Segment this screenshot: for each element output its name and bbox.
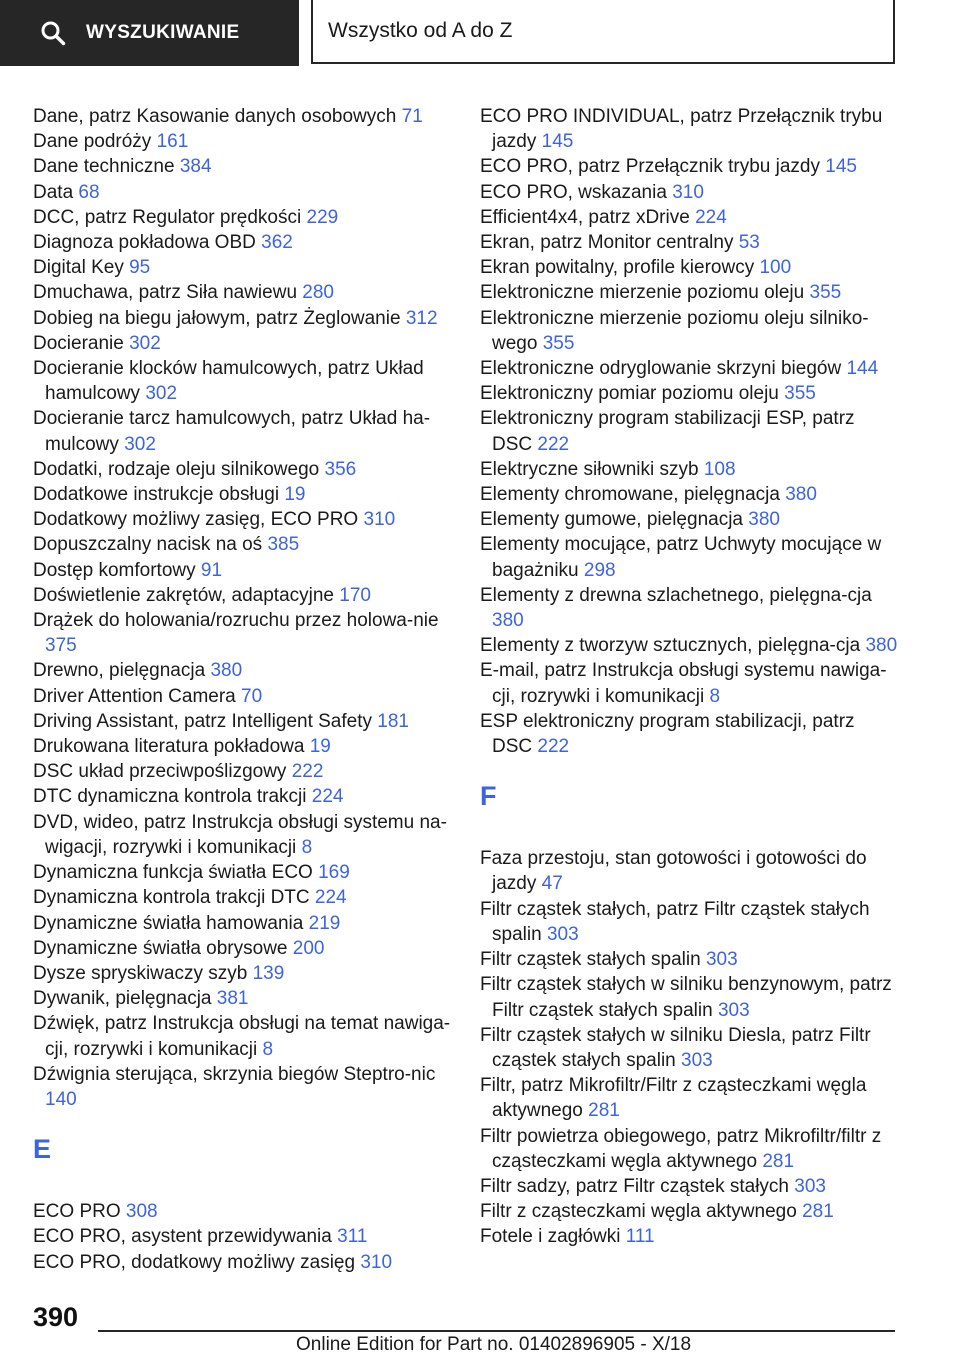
index-entry [33, 280, 451, 305]
page-link[interactable]: 181 [377, 710, 409, 732]
page-link[interactable]: 303 [794, 1175, 826, 1197]
index-entry [33, 860, 451, 885]
entry-text: Dostęp komfortowy [33, 559, 196, 581]
entry-text: Data [33, 181, 74, 203]
page-link[interactable]: 8 [709, 685, 721, 707]
index-entry [33, 306, 451, 331]
index-entry [480, 356, 898, 381]
entry-text: DVD, wideo, patrz Instrukcja obsługi systemu na-wigacji, rozrywki i komunikacji [33, 811, 447, 858]
page-link[interactable]: 310 [360, 1251, 393, 1273]
entry-text: ESP elektroniczny program stabilizacji, patrz DSC [480, 710, 855, 758]
index-entry [480, 205, 898, 230]
index-list-left [33, 104, 451, 1112]
entry-text: Filtr z cząsteczkami węgla aktywnego [480, 1201, 797, 1223]
index-entry [480, 583, 898, 633]
index-entry [33, 230, 451, 255]
index-entry [480, 180, 898, 205]
index-entry [480, 457, 898, 482]
page-link[interactable]: 355 [784, 383, 816, 405]
index-entry [33, 180, 451, 205]
page-link[interactable]: 161 [156, 131, 189, 153]
index-entry [33, 658, 451, 683]
page-link[interactable]: 145 [825, 156, 857, 178]
page-link[interactable]: 303 [546, 923, 579, 945]
page-link[interactable]: 70 [241, 685, 263, 707]
page-link[interactable]: 380 [785, 484, 817, 506]
entry-text: Diagnoza pokładowa OBD [33, 232, 256, 254]
entry-text: E-mail, patrz Instrukcja obsługi systemu nawiga-cji, rozrywki i komunikacji [480, 660, 887, 707]
entry-text: Filtr powietrza obiegowego, patrz Mikrofiltr/filtr z cząsteczkami węgla aktywnego [480, 1125, 882, 1172]
entry-text: Elementy gumowe, pielęgnacja [480, 509, 743, 531]
index-entry [33, 558, 451, 583]
entry-text: Elementy mocujące, patrz Uchwyty mocujące w bagażniku [480, 534, 882, 581]
page-link[interactable]: 308 [125, 1201, 158, 1223]
entry-text: Faza przestoju, stan gotowości i gotowości do jazdy [480, 848, 867, 895]
entry-text: Dodatkowe instrukcje obsługi [33, 484, 280, 506]
index-entry [33, 532, 451, 557]
page-link[interactable]: 95 [129, 257, 151, 279]
index-entry [33, 911, 451, 936]
index-entry [33, 709, 451, 734]
entry-text: Elementy chromowane, pielęgnacja [480, 484, 780, 506]
entry-text: Elektroniczny program stabilizacji ESP, patrz DSC [480, 408, 855, 455]
page-link[interactable]: 355 [809, 282, 842, 304]
entry-text: Dane, patrz Kasowanie danych osobowych [33, 106, 397, 127]
index-entry [480, 482, 898, 507]
index-entry [33, 482, 451, 507]
index-entry [33, 986, 451, 1011]
top-bar [0, 0, 960, 66]
page-link[interactable]: 280 [302, 282, 334, 304]
index-entry [480, 633, 898, 658]
entry-text: Drukowana literatura pokładowa [33, 736, 305, 758]
page-link[interactable]: 303 [681, 1049, 713, 1071]
search-label: WYSZUKIWANIE [86, 22, 240, 43]
entry-text: Driving Assistant, patrz Intelligent Safety [33, 710, 372, 732]
index-entry [480, 154, 898, 179]
index-entry [33, 104, 451, 129]
entry-text: ECO PRO, patrz Przełącznik trybu jazdy [480, 156, 820, 178]
entry-text: ECO PRO [33, 1201, 121, 1223]
page-link[interactable]: 8 [262, 1038, 274, 1060]
page-link[interactable]: 355 [542, 332, 575, 354]
page-link[interactable]: 219 [308, 912, 341, 934]
index-entry [480, 104, 898, 154]
page-link[interactable]: 169 [318, 862, 350, 884]
entry-text: Drewno, pielęgnacja [33, 660, 206, 682]
entry-text: Drążek do holowania/rozruchu przez holowa-nie [33, 610, 439, 632]
footer-divider [98, 1330, 895, 1332]
section-title: Wszystko od A do Z [328, 19, 513, 42]
entry-text: ECO PRO INDIVIDUAL, patrz Przełącznik trybu jazdy [480, 106, 883, 153]
index-entry [480, 658, 898, 708]
page-link[interactable]: 53 [738, 232, 760, 254]
index-entry [33, 507, 451, 532]
entry-text: ECO PRO, wskazania [480, 181, 667, 203]
index-column-left [33, 104, 451, 1275]
page-link[interactable]: 302 [124, 433, 156, 455]
page-link[interactable]: 385 [267, 534, 300, 556]
index-entry [33, 331, 451, 356]
index-list-f [480, 846, 898, 1249]
index-list-right [480, 104, 898, 759]
page-link[interactable]: 200 [292, 937, 325, 959]
entry-text: Elektryczne siłowniki szyb [480, 458, 699, 480]
entry-text: Dane podróży [33, 131, 152, 153]
index-entry [480, 306, 898, 356]
entry-text: Dodatkowy możliwy zasięg, ECO PRO [33, 509, 359, 531]
index-entry [480, 1073, 898, 1123]
entry-text: Filtr, patrz Mikrofiltr/Filtr z cząsteczkami węgla aktywnego [480, 1075, 867, 1122]
page-link[interactable]: 302 [145, 383, 178, 405]
page-link[interactable]: 139 [252, 962, 285, 984]
page-link[interactable]: 111 [625, 1226, 655, 1248]
entry-text: Elektroniczny pomiar poziomu oleju [480, 383, 779, 405]
index-entry [480, 897, 898, 947]
entry-text: DCC, patrz Regulator prędkości [33, 206, 302, 228]
entry-text: Dodatki, rodzaje oleju silnikowego [33, 458, 320, 480]
index-column-right [480, 104, 898, 1250]
entry-text: Dynamiczne światła hamowania [33, 912, 304, 934]
entry-text: Dźwięk, patrz Instrukcja obsługi na temat nawiga-cji, rozrywki i komunikacji [33, 1013, 451, 1060]
page-link[interactable]: 356 [324, 458, 357, 480]
page-link[interactable]: 71 [401, 106, 423, 127]
entry-text: Elektroniczne odryglowanie skrzyni biegów [480, 358, 842, 380]
index-entry [480, 406, 898, 456]
index-entry [480, 255, 898, 280]
entry-text: Ekran powitalny, profile kierowcy [480, 257, 755, 279]
entry-text: Filtr cząstek stałych, patrz Filtr cząstek stałych spalin [480, 898, 870, 945]
entry-text: Digital Key [33, 257, 124, 279]
index-entry [33, 406, 451, 456]
entry-text: Docieranie klocków hamulcowych, patrz Układ hamulcowy [33, 358, 424, 405]
page-link[interactable]: 380 [865, 635, 898, 657]
index-entry [33, 784, 451, 809]
entry-text: Filtr sadzy, patrz Filtr cząstek stałych [480, 1175, 789, 1197]
page-link[interactable]: 224 [311, 786, 344, 808]
entry-text: Dynamiczna kontrola trakcji DTC [33, 887, 310, 909]
index-entry [33, 936, 451, 961]
entry-text: Driver Attention Camera [33, 685, 236, 707]
page-link[interactable]: 281 [802, 1201, 834, 1223]
entry-text: DTC dynamiczna kontrola trakcji [33, 786, 307, 808]
page-link[interactable]: 380 [210, 660, 243, 682]
index-entry [480, 947, 898, 972]
index-entry [480, 230, 898, 255]
search-button[interactable] [0, 0, 299, 66]
page-link[interactable]: 380 [748, 509, 780, 531]
page-link[interactable]: 310 [363, 509, 396, 531]
index-entry [480, 846, 898, 896]
page-link[interactable]: 380 [492, 610, 524, 632]
entry-text: Dywanik, pielęgnacja [33, 988, 212, 1010]
index-entry [33, 885, 451, 910]
page-link[interactable]: 140 [45, 1088, 77, 1110]
index-entry [480, 532, 898, 582]
entry-text: Dane techniczne [33, 156, 175, 178]
entry-text: Elementy z drewna szlachetnego, pielęgna-cja [480, 584, 872, 606]
entry-text: Fotele i zagłówki [480, 1226, 621, 1248]
index-entry [33, 961, 451, 986]
page-link[interactable]: 19 [309, 736, 331, 758]
page-link[interactable]: 302 [129, 332, 161, 354]
index-entry [480, 280, 898, 305]
page-link[interactable]: 303 [717, 999, 750, 1021]
index-entry [33, 154, 451, 179]
index-entry [33, 356, 451, 406]
index-entry [33, 255, 451, 280]
page-link[interactable]: 222 [537, 433, 570, 455]
page-link[interactable]: 281 [762, 1150, 795, 1172]
index-list-e [33, 1199, 451, 1275]
index-entry [33, 810, 451, 860]
index-entry [33, 457, 451, 482]
entry-text: Dopuszczalny nacisk na oś [33, 534, 263, 556]
entry-text: Elementy z tworzyw sztucznych, pielęgna-cja [480, 635, 861, 657]
index-entry [480, 381, 898, 406]
page-link[interactable]: 362 [261, 232, 293, 254]
entry-text: Dysze spryskiwaczy szyb [33, 962, 248, 984]
page-link[interactable]: 224 [695, 206, 727, 228]
entry-text: Doświetlenie zakrętów, adaptacyjne [33, 584, 335, 606]
entry-text: Filtr cząstek stałych spalin [480, 949, 701, 971]
page-link[interactable]: 229 [306, 206, 339, 228]
index-entry [480, 972, 898, 1022]
entry-text: Dynamiczne światła obrysowe [33, 937, 288, 959]
index-entry [33, 129, 451, 154]
index-entry [33, 759, 451, 784]
entry-text: Efficient4x4, patrz xDrive [480, 206, 690, 228]
page-link[interactable]: 375 [45, 635, 77, 657]
entry-text: Filtr cząstek stałych w silniku Diesla, patrz Filtr cząstek stałych spalin [480, 1024, 871, 1071]
page-link[interactable]: 170 [339, 584, 371, 606]
index-entry [33, 1224, 451, 1249]
index-entry [480, 1199, 898, 1224]
index-entry [33, 1062, 451, 1112]
entry-text: DSC układ przeciwpoślizgowy [33, 761, 287, 783]
entry-text: Dobieg na biegu jałowym, patrz Żeglowanie [33, 307, 401, 329]
entry-text: Dźwignia sterująca, skrzynia biegów Steptro-nic [33, 1063, 436, 1085]
page-link[interactable]: 310 [672, 181, 704, 203]
index-entry [33, 205, 451, 230]
section-letter-f: F [480, 781, 497, 812]
page-link[interactable]: 222 [537, 736, 570, 758]
entry-text: Elektroniczne mierzenie poziomu oleju [480, 282, 805, 304]
index-entry [480, 1124, 898, 1174]
index-entry [480, 1224, 898, 1249]
page-link[interactable]: 303 [705, 949, 738, 971]
page-link[interactable]: 311 [337, 1226, 368, 1248]
page-link[interactable]: 108 [703, 458, 736, 480]
entry-text: Dmuchawa, patrz Siła nawiewu [33, 282, 298, 304]
page-link[interactable]: 384 [179, 156, 212, 178]
index-entry [480, 507, 898, 532]
page-link[interactable]: 19 [284, 484, 306, 506]
footer-edition: Online Edition for Part no. 01402896905 - X/18 [296, 1334, 692, 1355]
page-link[interactable]: 312 [405, 307, 438, 329]
entry-text: Docieranie [33, 332, 124, 354]
index-entry [33, 583, 451, 608]
page-link[interactable]: 91 [200, 559, 223, 581]
index-entry [480, 1023, 898, 1073]
entry-text: ECO PRO, dodatkowy możliwy zasięg [33, 1251, 356, 1273]
page-link[interactable]: 224 [314, 887, 347, 909]
page-link[interactable]: 68 [78, 181, 100, 203]
entry-text: Elektroniczne mierzenie poziomu oleju silniko-wego [480, 307, 869, 354]
index-entry [480, 1174, 898, 1199]
entry-text: ECO PRO, asystent przewidywania [33, 1226, 332, 1248]
entry-text: Ekran, patrz Monitor centralny [480, 232, 734, 254]
section-title-box [311, 0, 895, 64]
index-entry [33, 1199, 451, 1224]
index-entry [33, 608, 451, 658]
search-icon [40, 20, 66, 46]
index-entry [480, 709, 898, 759]
entry-text: Filtr cząstek stałych w silniku benzynowym, patrz Filtr cząstek stałych spalin [480, 974, 892, 1021]
index-entry [33, 1011, 451, 1061]
section-letter-e: E [33, 1134, 52, 1165]
index-entry [33, 734, 451, 759]
page-link[interactable]: 100 [759, 257, 792, 279]
page-link[interactable]: 47 [541, 873, 563, 895]
entry-text: Docieranie tarcz hamulcowych, patrz Układ ha-mulcowy [33, 408, 431, 455]
page-link[interactable]: 381 [216, 988, 249, 1010]
page-link[interactable]: 298 [583, 559, 616, 581]
index-entry [33, 684, 451, 709]
page-link[interactable]: 281 [588, 1100, 620, 1122]
page-link[interactable]: 8 [301, 836, 313, 858]
index-entry [33, 1250, 451, 1275]
page-link[interactable]: 145 [541, 131, 574, 153]
page-number: 390 [33, 1302, 79, 1332]
page-link[interactable]: 222 [291, 761, 324, 783]
entry-text: Dynamiczna funkcja światła ECO [33, 862, 313, 884]
page-link[interactable]: 144 [846, 358, 879, 380]
